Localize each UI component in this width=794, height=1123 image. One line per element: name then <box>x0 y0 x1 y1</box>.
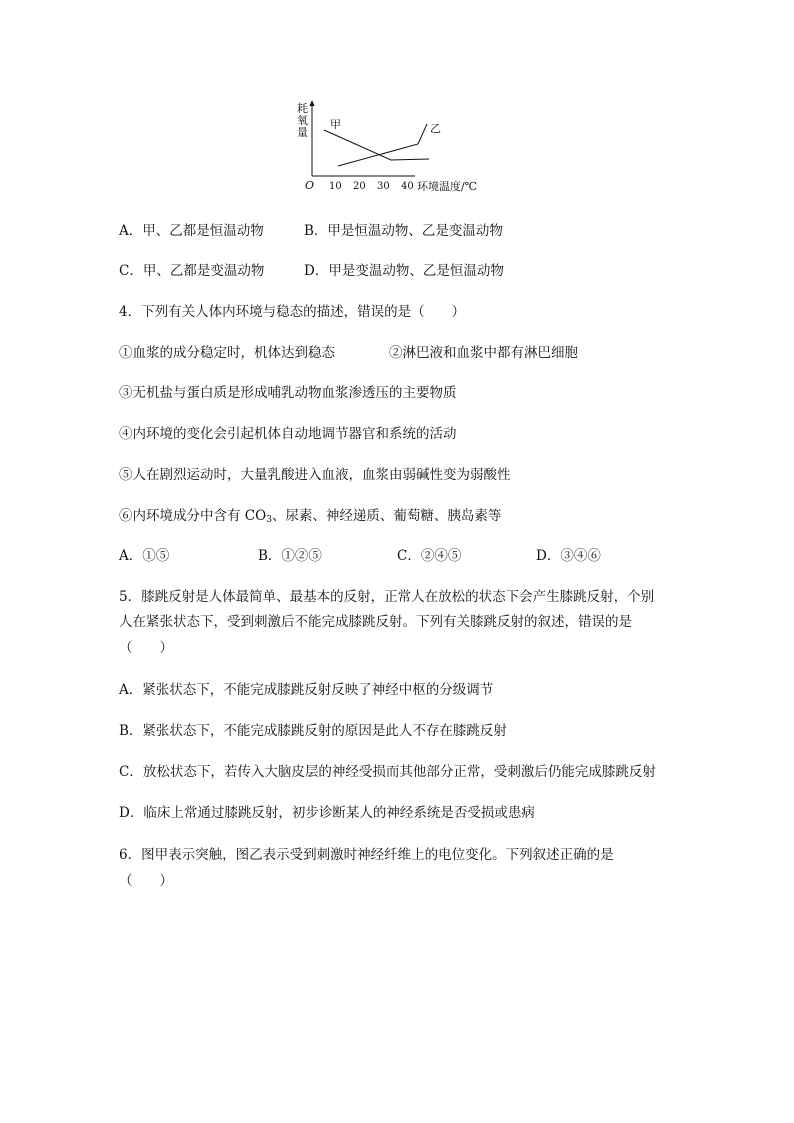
q4-option-b: B．①②⑤ <box>258 548 322 564</box>
q4-statement-2: ②淋巴液和血浆中都有淋巴细胞 <box>389 345 578 361</box>
q4-statement-6 <box>119 506 501 526</box>
q4-statement-6-post: 、尿素、神经递质、葡萄糖、胰岛素等 <box>271 508 502 524</box>
q3-option-a: A．甲、乙都是恒温动物 <box>119 223 264 239</box>
q5-option-a: A．紧张状态下，不能完成膝跳反射反映了神经中枢的分级调节 <box>119 682 494 698</box>
q3-option-d: D．甲是变温动物、乙是恒温动物 <box>304 263 504 279</box>
series-jia-label: 甲 <box>330 118 341 131</box>
q4-option-c: C．②④⑤ <box>397 548 462 564</box>
q4-option-a: A．①⑤ <box>119 548 170 564</box>
q3-option-c: C．甲、乙都是变温动物 <box>119 263 265 279</box>
oxygen-temperature-graph <box>294 96 500 200</box>
x-axis-label: 环境温度/℃ <box>417 180 478 193</box>
x-tick-label: 20 <box>353 181 366 192</box>
q4-statement-1: ①血浆的成分稳定时，机体达到稳态 <box>119 345 335 361</box>
q5-stem-line-2: 人在紧张状态下，受到刺激后不能完成膝跳反射。下列有关膝跳反射的叙述，错误的是 <box>119 614 632 630</box>
y-axis-label: 耗氧量 <box>297 102 308 139</box>
q4-statement-4: ④内环境的变化会引起机体自动地调节器官和系统的活动 <box>119 426 457 442</box>
q5-stem-line-1: 5．膝跳反射是人体最简单、最基本的反射，正常人在放松的状态下会产生膝跳反射，个别 <box>119 589 655 605</box>
y-axis-arrow <box>310 100 315 106</box>
series-yi-label: 乙 <box>430 122 441 135</box>
q4-stem: 4．下列有关人体内环境与稳态的描述，错误的是（ ） <box>119 304 466 320</box>
q5-option-b: B．紧张状态下，不能完成膝跳反射的原因是此人不存在膝跳反射 <box>119 723 507 739</box>
x-tick-label: 40 <box>401 181 414 192</box>
q5-stem-line-3: （ ） <box>119 640 173 656</box>
q5-option-c: C．放松状态下，若传入大脑皮层的神经受损而其他部分正常，受刺激后仍能完成膝跳反射 <box>119 764 656 780</box>
q4-statement-3: ③无机盐与蛋白质是形成哺乳动物血浆渗透压的主要物质 <box>119 385 457 401</box>
origin-label: O <box>305 179 315 192</box>
x-tick-label: 30 <box>377 181 390 192</box>
q4-statement-5: ⑤人在剧烈运动时，大量乳酸进入血液，血浆由弱碱性变为弱酸性 <box>119 467 511 483</box>
q3-option-b: B．甲是恒温动物、乙是变温动物 <box>304 223 503 239</box>
q4-statement-6-pre: ⑥内环境成分中含有 CO <box>119 508 267 524</box>
x-tick-label: 10 <box>329 181 342 192</box>
q5-option-d: D．临床上常通过膝跳反射，初步诊断某人的神经系统是否受损或患病 <box>119 805 535 821</box>
q4-statement-6-sub: 3 <box>266 515 272 525</box>
q6-stem-line-2: （ ） <box>119 873 173 889</box>
q4-option-d: D．③④⑥ <box>536 548 601 564</box>
q6-stem-line-1: 6．图甲表示突触，图乙表示受到刺激时神经纤维上的电位变化。下列叙述正确的是 <box>119 847 614 863</box>
